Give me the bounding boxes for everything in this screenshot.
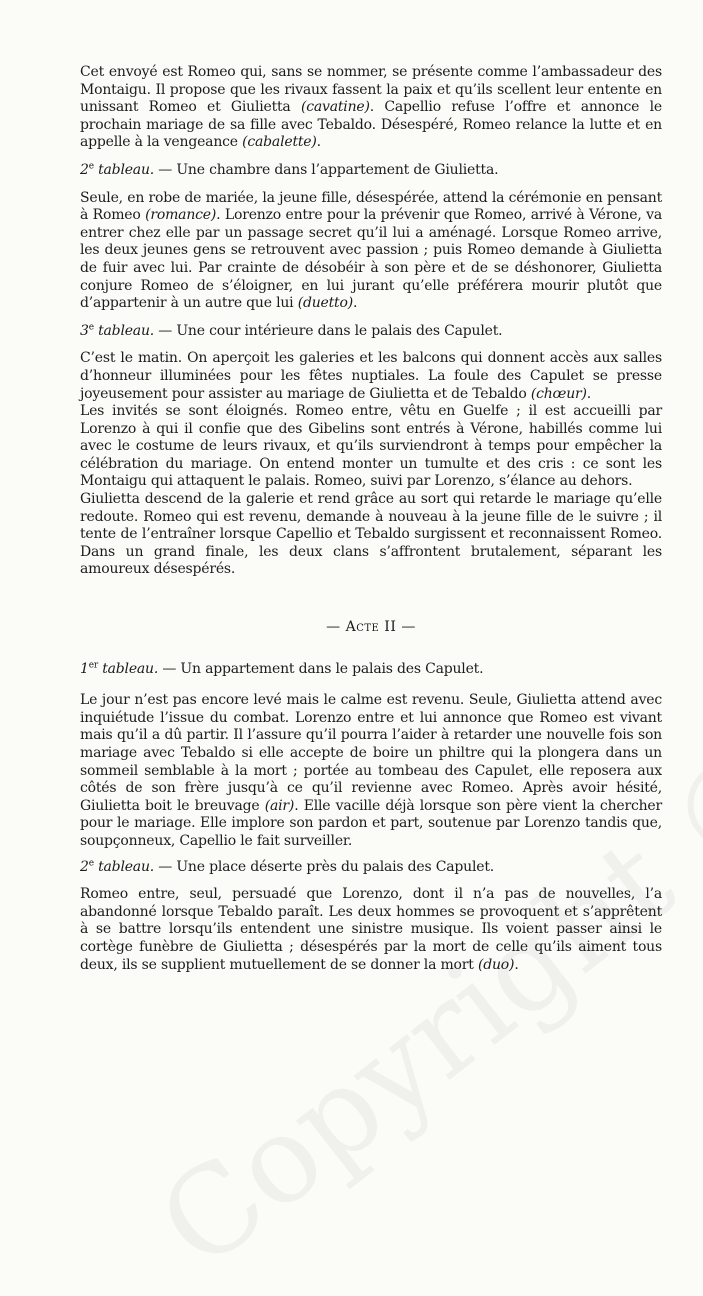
tableau-heading-2: 2e tableau. — Une chambre dans l’appartement de Giulietta. [80, 161, 499, 178]
paragraph-envoy: Cet envoyé est Romeo qui, sans se nommer, se présente comme l’ambassadeur des Montaigu. Il propose que les rivaux fassent la paix et qu’ils scellent leur entente en unissant Romeo et Giulietta (cavatine). Capellio refuse l’offre et annonce le prochain mariage de sa fille avec Tebaldo. Désespéré, Romeo relance la lutte et en appelle à la vengeance (cabalette). [80, 64, 662, 151]
paragraph-chamber: Seule, en robe de mariée, la jeune fille, désespérée, attend la cérémonie en pensant à Romeo (romance). Lorenzo entre pour la prévenir que Romeo, arrivé à Vérone, va entrer chez elle par un passage secret qu’il lui a aménagé. Lorsque Romeo arrive, les deux jeunes gens se retrouvent avec passion ; puis Romeo demande à Giulietta de fuir avec lui. Par crainte de désobéir à son père et de se déshonorer, Giulietta conjure Romeo de s’éloigner, en lui jurant qu’elle préférera mourir plutôt que d’appartenir à un autre que lui (duetto). [80, 189, 663, 312]
tableau-heading-act2-1: 1er tableau. — Un appartement dans le palais des Capulet. [80, 659, 484, 677]
paragraph-finale: Giulietta descend de la galerie et rend grâce au sort qui retarde le mariage qu’elle redoute. Romeo qui est revenu, demande à nouveau à la jeune fille de le suivre ; il tente de l’entraîner lorsque Capellio et Tebaldo surgissent et reconnaissent Romeo. Dans un grand finale, les deux clans s’affrontent brutalement, séparant les amoureux désespérés. [80, 491, 662, 578]
paragraph-morning: C’est le matin. On aperçoit les galeries et les balcons qui donnent accès aux salles d’honneur illuminées pour les fêtes nuptiales. La foule des Capulet se presse joyeusement pour assister au mariage de Giulietta et de Tebaldo (chœur). [80, 350, 662, 402]
tableau-heading-act2-2: 2e tableau. — Une place déserte près du palais des Capulet. [80, 857, 495, 875]
tableau-heading-3: 3e tableau. — Une cour intérieure dans le palais des Capulet. [80, 322, 503, 339]
document-page [80, 64, 662, 974]
paragraph-potion: Le jour n’est pas encore levé mais le calme est revenu. Seule, Giulietta attend avec inquiétude l’issue du combat. Lorenzo entre et lui annonce que Romeo est vivant mais qu’il a dû partir. Il l’assure qu’il pourra l’aider à retarder une nouvelle fois son mariage avec Tebaldo si elle accepte de boire un philtre qui la plongera dans un sommeil semblable à la mort ; portée au tombeau des Capulet, elle reposera aux côtés de son frère jusqu’à ce qu’il revienne avec Romeo. Après avoir hésité, Giulietta boit le breuvage (air). Elle vacille déjà lorsque son père vient la chercher pour le mariage. Elle implore son pardon et part, soutenue par Lorenzo tandis que, soupçonneux, Capellio le fait surveiller. [80, 692, 663, 849]
paragraph-duel: Romeo entre, seul, persuadé que Lorenzo, dont il n’a pas de nouvelles, l’a abandonné lorsque Tebaldo paraît. Les deux hommes se provoquent et s’apprêtent à se battre lorsqu’ils entendent une sinistre musique. Ils voient passer ainsi le cortège funèbre de Giulietta ; désespérés par la mort de celle qu’ils aiment tous deux, ils se supplient mutuellement de se donner la mort (duo). [80, 886, 662, 973]
paragraph-guests: Les invités se sont éloignés. Romeo entre, vêtu en Guelfe ; il est accueilli par Lorenzo à qui il confie que des Gibelins sont entrés à Vérone, habillés comme lui avec le costume de leurs rivaux, et qu’ils surviendront à temps pour empêcher la célébration du mariage. On entend monter un tumulte et des cris : ce sont les Montaigu qui attaquent le palais. Romeo, suivi par Lorenzo, s’élance au dehors. [80, 403, 662, 490]
act-heading: — Acte II — [326, 619, 416, 636]
